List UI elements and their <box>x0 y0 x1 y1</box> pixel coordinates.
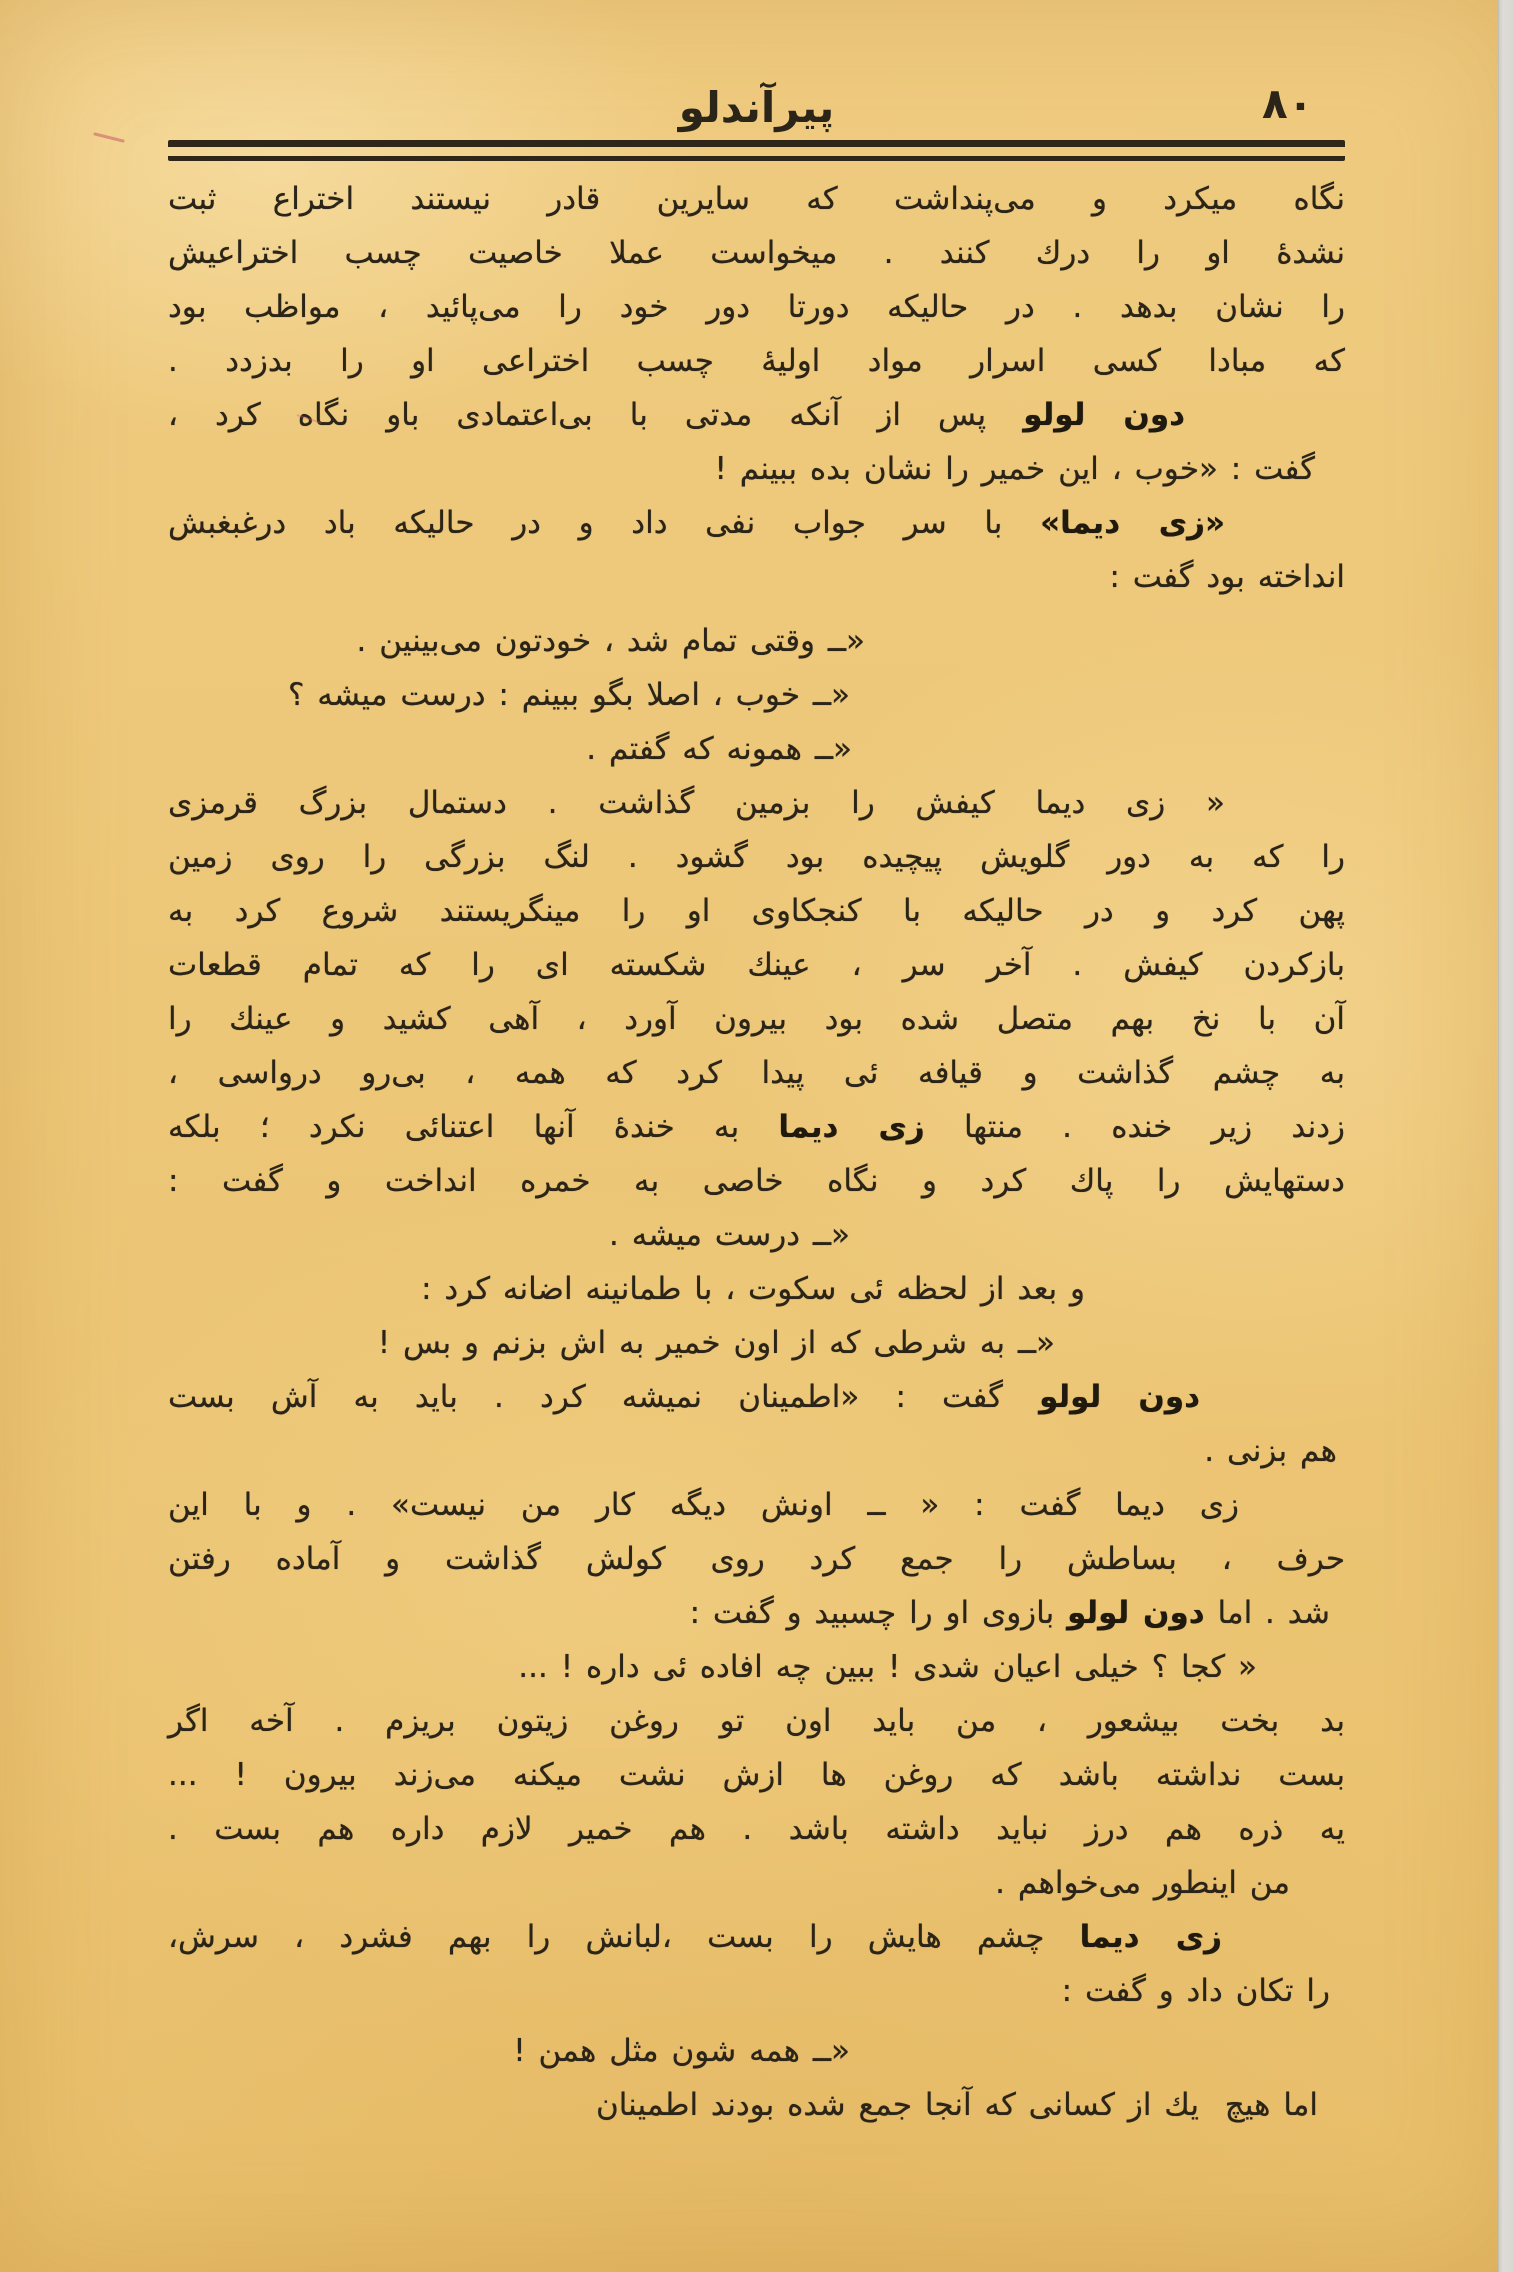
text-segment: «ــ همونه که گفتم . <box>586 731 852 767</box>
text-segment: و بعد از لحظه ئی سکوت ، با طمانینه اضانه کرد : <box>421 1271 1085 1307</box>
text-segment: یه ذره هم درز نباید داشته باشد . هم خمیر لازم داره هم بست . <box>168 1811 1345 1847</box>
text-line <box>168 830 1345 884</box>
text-segment: پهن کرد و در حالیکه با کنجکاوی او را مینگریستند شروع کرد به <box>168 893 1345 929</box>
text-line <box>168 226 1345 280</box>
text-line <box>168 1532 1345 1586</box>
text-segment: «ــ به شرطی که از اون خمیر به اش بزنم و بس ! <box>377 1325 1055 1361</box>
text-segment: را تکان داد و گفت : <box>1061 1973 1330 2009</box>
text-block <box>168 172 1345 2132</box>
text-line <box>168 668 1345 722</box>
text-segment: « کجا ؟ خیلی اعیان شدی ! ببین چه افاده ئی داره ! ... <box>518 1649 1257 1685</box>
text-line <box>168 992 1345 1046</box>
text-segment: شد . اما <box>1204 1595 1330 1631</box>
text-line <box>168 334 1345 388</box>
text-segment: بازکردن کیفش . آخر سر ، عینك شکسته ای را که تمام قطعات <box>168 947 1345 983</box>
text-line <box>168 550 1345 604</box>
text-line <box>168 884 1345 938</box>
text-segment: را نشان بدهد . در حالیکه دورتا دور خود را می‌پائید ، مواظب بود <box>168 289 1345 325</box>
text-segment: « زی دیما کیفش را بزمین گذاشت . دستمال بزرگ قرمزی <box>168 785 1225 821</box>
text-line <box>168 776 1345 830</box>
character-name: دون لولو <box>1067 1595 1205 1631</box>
page-number: ۸۰ <box>1262 79 1314 128</box>
text-segment: حرف ، بساطش را جمع کرد روی کولش گذاشت و آماده رفتن <box>168 1541 1345 1577</box>
text-segment: بازوی او را چسبید و گفت : <box>689 1595 1068 1631</box>
text-segment: «ــ وقتی تمام شد ، خودتون می‌بینین . <box>356 623 865 659</box>
character-name: زی دیما <box>1079 1919 1222 1955</box>
text-line <box>168 1964 1345 2018</box>
text-segment: به چشم گذاشت و قیافه ئی پیدا کرد که همه ، بی‌رو درواسی ، <box>168 1055 1345 1091</box>
text-line <box>168 1586 1345 1640</box>
header-divider-rule <box>168 140 1345 161</box>
text-line <box>168 1856 1345 1910</box>
text-segment: آن با نخ بهم متصل شده بود بیرون آورد ، آهی کشید و عینك را <box>168 1001 1345 1037</box>
text-line <box>168 1262 1345 1316</box>
text-segment: «ــ همه شون مثل همن ! <box>513 2033 850 2069</box>
text-line <box>168 1154 1345 1208</box>
text-line <box>168 2078 1345 2132</box>
text-line <box>168 1208 1345 1262</box>
character-name: «زی دیما» <box>1040 505 1225 541</box>
character-name: زی دیما <box>778 1109 925 1145</box>
text-line <box>168 1316 1345 1370</box>
text-line <box>168 1478 1345 1532</box>
text-line <box>168 1910 1345 1964</box>
text-segment: دستهایش را پاك کرد و نگاه خاصی به خمره انداخت و گفت : <box>168 1163 1345 1199</box>
text-segment: که مبادا کسی اسرار مواد اولیهٔ چسب اختراعی او را بدزدد . <box>168 343 1345 379</box>
character-name: دون لولو <box>1023 397 1186 433</box>
text-line <box>168 280 1345 334</box>
text-line <box>168 442 1345 496</box>
text-line <box>168 1370 1345 1424</box>
text-segment: بد بخت بیشعور ، من باید اون تو روغن زیتون بریزم . آخه اگر <box>168 1703 1345 1739</box>
text-segment: انداخته بود گفت : <box>1109 559 1345 595</box>
text-line <box>168 2024 1345 2078</box>
text-segment: را که به دور گلویش پیچیده بود گشود . لنگ بزرگی را روی زمین <box>168 839 1345 875</box>
text-line <box>168 1802 1345 1856</box>
running-title: پیرآندلو <box>678 83 835 132</box>
text-segment: زدند زیر خنده . منتها <box>924 1109 1345 1145</box>
text-line <box>168 722 1345 776</box>
text-segment: گفت : «خوب ، این خمیر را نشان بده ببینم ! <box>714 451 1315 487</box>
text-segment: گفت : «اطمینان نمیشه کرد . باید به آش بست <box>168 1379 1040 1415</box>
text-line <box>168 1748 1345 1802</box>
text-segment: چشم هایش را بست ،لبانش را بهم فشرد ، سرش، <box>168 1919 1080 1955</box>
text-line <box>168 938 1345 992</box>
text-segment: زی دیما گفت : « ــ اونش دیگه کار من نیست» . و با این <box>168 1487 1239 1523</box>
text-line <box>168 1046 1345 1100</box>
text-segment: هم بزنی . <box>1204 1433 1337 1469</box>
text-segment: به خندهٔ آنها اعتنائی نکرد ؛ بلکه <box>168 1109 779 1145</box>
text-line <box>168 1640 1345 1694</box>
text-line <box>168 388 1345 442</box>
text-segment: «ــ درست میشه . <box>609 1217 850 1253</box>
text-line <box>168 496 1345 550</box>
text-line <box>168 1100 1345 1154</box>
character-name: دون لولو <box>1039 1379 1200 1415</box>
text-segment: نشدهٔ او را درك کنند . میخواست عملا خاصیت چسب اختراعیش <box>168 235 1345 271</box>
text-segment: اما هیچ یك از کسانی که آنجا جمع شده بودند اطمینان <box>595 2087 1318 2123</box>
text-segment: پس از آنکه مدتی با بی‌اعتمادی باو نگاه کرد ، <box>168 397 1024 433</box>
text-segment: من اینطور می‌خواهم . <box>995 1865 1290 1901</box>
scan-edge-strip <box>1498 0 1513 2272</box>
text-segment: «ــ خوب ، اصلا بگو ببینم : درست میشه ؟ <box>287 677 850 713</box>
text-segment: با سر جواب نفی داد و در حالیکه باد درغبغبش <box>168 505 1041 541</box>
paper-scratch-mark <box>93 132 125 143</box>
text-segment: نگاه میکرد و می‌پنداشت که سایرین قادر نیستند اختراع ثبت <box>168 181 1345 217</box>
text-line <box>168 1694 1345 1748</box>
text-line <box>168 614 1345 668</box>
text-segment: بست نداشته باشد که روغن ها ازش نشت میکنه می‌زند بیرون ! ... <box>168 1757 1345 1793</box>
text-line <box>168 1424 1345 1478</box>
text-line <box>168 172 1345 226</box>
